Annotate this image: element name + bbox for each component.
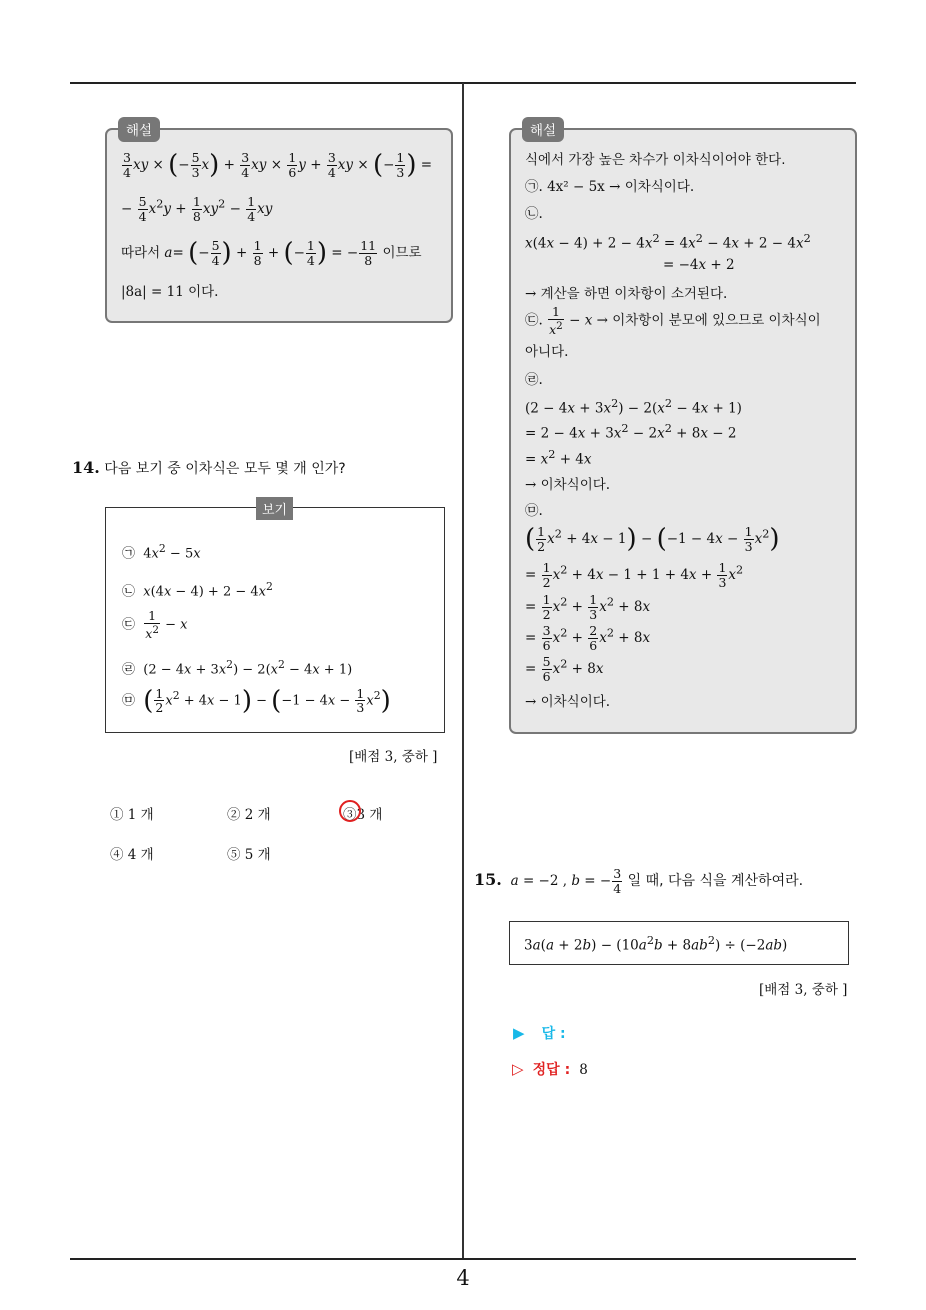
choice-4[interactable] bbox=[110, 843, 154, 863]
question-text: 다음 보기 중 이차식은 모두 몇 개 인가? bbox=[104, 461, 346, 477]
choice-1[interactable] bbox=[110, 803, 154, 823]
solution-line-4: |8a| = 11 이다. bbox=[121, 284, 219, 300]
solution-line-math: = $\frac{3}{6}$ $x^2$ + $\frac{2}{6}$ $x^2 + 8x$ bbox=[525, 623, 651, 653]
choice-label: 4 개 bbox=[127, 847, 154, 863]
solution-tag: 해설 bbox=[522, 117, 564, 142]
question-15-title bbox=[474, 868, 803, 895]
boggi-item-4: ㉣ $(2 - 4x + 3x^2) - 2(x^2 - 4x + 1)$ bbox=[122, 658, 353, 678]
solution-line-math: = $2 - 4x + 3x^2 - 2x^2 + 8x - 2$ bbox=[525, 422, 737, 442]
solution-tag: 해설 bbox=[118, 117, 160, 142]
question-condition: a = −2 , b = − $\frac{3}{4}$ bbox=[510, 866, 622, 896]
solution-line: → 이차식이다. bbox=[525, 477, 611, 493]
solution-line-3: 따라서 a= (− $\frac{5}{4}$ ) + $\frac{1}{8}$ + (− $\frac{1}{4}$ ) = − $\frac{11}{8}$ 이므로 bbox=[121, 238, 422, 268]
solution-line-math: ㉢. $\frac{1}{x^2}$ − x → 이차항이 분모에 있으므로 이차식이 bbox=[525, 304, 821, 337]
solution-line-math: ( $\frac{1}{2}$ $x^2 + 4x - 1) - (-1 - 4x$ − $\frac{1}{3}$ $x^2$) bbox=[525, 524, 780, 554]
solution-line: ㉣. bbox=[525, 372, 543, 388]
solution-line-1: $\frac{3}{4}$ xy × (− $\frac{5}{3}$ x) + $\frac{3}{4}$ xy × $\frac{1}{6}$ y + $\frac{3}{4}$ xy × (− $\frac{1}{3}$ ) = bbox=[123, 150, 433, 180]
choice-number: ③ bbox=[343, 807, 357, 823]
solution-text: 이므로 bbox=[382, 245, 422, 262]
boggi-item-5: ㉤ ( $\frac{1}{2}$ $x^2 + 4x - 1) - (-1 - 4x$ − $\frac{1}{3}$ $x^2$) bbox=[122, 685, 391, 716]
solution-line-math: $(2 - 4x + 3x^2) - 2(x^2 - 4x + 1)$ bbox=[525, 397, 742, 417]
choice-number: ① bbox=[110, 807, 124, 823]
solution-line: ㉤. bbox=[525, 503, 543, 519]
choice-label: 2 개 bbox=[244, 807, 271, 823]
choice-2[interactable] bbox=[227, 803, 271, 823]
solution-line-math: $x(4x - 4) + 2 - 4x^2 = 4x^2 - 4x + 2 - 4x^2$ bbox=[525, 232, 811, 252]
choice-number: ⑤ bbox=[227, 847, 241, 863]
solution-line-math: = $\frac{1}{2}$ $x^2 + 4x - 1 + 1 + 4x$ + $\frac{1}{3}$ $x^2$ bbox=[525, 560, 744, 590]
solution-line: ㉡. bbox=[525, 206, 543, 222]
solution-line: → 이차식이다. bbox=[525, 694, 611, 710]
correct-value: 8 bbox=[579, 1062, 588, 1078]
boggi-box bbox=[105, 507, 445, 733]
column-divider bbox=[462, 83, 464, 1258]
play-icon: ▶ bbox=[513, 1024, 525, 1042]
bottom-rule bbox=[70, 1258, 856, 1260]
question-text: 일 때, 다음 식을 계산하여라. bbox=[627, 873, 804, 889]
expression: $3a(a + 2b) - (10a^2b + 8ab^2) \div (-2ab)$ bbox=[524, 934, 788, 954]
page-number: 4 bbox=[456, 1266, 470, 1290]
score-label: [배점 3, 중하 ] bbox=[759, 982, 848, 998]
choice-label: 5 개 bbox=[244, 847, 271, 863]
answer-label: 답 : bbox=[541, 1026, 566, 1042]
solution-box-14 bbox=[509, 128, 857, 734]
solution-box-13 bbox=[105, 128, 453, 323]
boggi-item-1: ㉠ $4x^2 - 5x$ bbox=[122, 542, 201, 562]
question-14-title bbox=[72, 458, 346, 478]
expression-box bbox=[509, 921, 849, 965]
solution-line-2: − $\frac{5}{4}$ $x^2y$ + $\frac{1}{8}$ $xy^2$ − $\frac{1}{4}$ xy bbox=[121, 194, 273, 224]
boggi-tag: 보기 bbox=[256, 497, 293, 520]
selected-answer-circle bbox=[339, 800, 361, 822]
correct-label: 정답 : bbox=[532, 1062, 571, 1078]
correct-answer-row bbox=[512, 1059, 588, 1079]
solution-line-math: = −4x + 2 bbox=[663, 257, 735, 273]
solution-line: 식에서 가장 높은 차수가 이차식이어야 한다. bbox=[525, 152, 786, 168]
solution-line-math: = $x^2 + 4x$ bbox=[525, 448, 592, 468]
solution-text: → 이차항이 분모에 있으므로 이차식이 bbox=[596, 312, 821, 329]
solution-line-math: = $\frac{5}{6}$ $x^2 + 8x$ bbox=[525, 654, 604, 684]
question-number: 15. bbox=[474, 870, 502, 889]
answer-row bbox=[513, 1023, 566, 1043]
solution-text: 따라서 bbox=[121, 245, 161, 262]
solution-line: → 계산을 하면 이차항이 소거된다. bbox=[525, 286, 728, 302]
score-label: [배점 3, 중하 ] bbox=[349, 749, 438, 765]
solution-line: 아니다. bbox=[525, 344, 569, 360]
boggi-item-2: ㉡ $x(4x - 4) + 2 - 4x^2$ bbox=[122, 580, 273, 600]
play-outline-icon: ▷ bbox=[512, 1060, 524, 1078]
choice-5[interactable] bbox=[227, 843, 271, 863]
choice-number: ② bbox=[227, 807, 241, 823]
question-number: 14. bbox=[72, 458, 100, 477]
solution-line-math: = $\frac{1}{2}$ $x^2$ + $\frac{1}{3}$ $x^2 + 8x$ bbox=[525, 592, 651, 622]
choice-label: 3 개 bbox=[356, 807, 383, 823]
choice-label: 1 개 bbox=[127, 807, 154, 823]
boggi-item-3: ㉢ $\frac{1}{x^2}$ − x bbox=[122, 608, 188, 641]
solution-line: ㉠. 4x² − 5x → 이차식이다. bbox=[525, 179, 695, 195]
choice-number: ④ bbox=[110, 847, 124, 863]
